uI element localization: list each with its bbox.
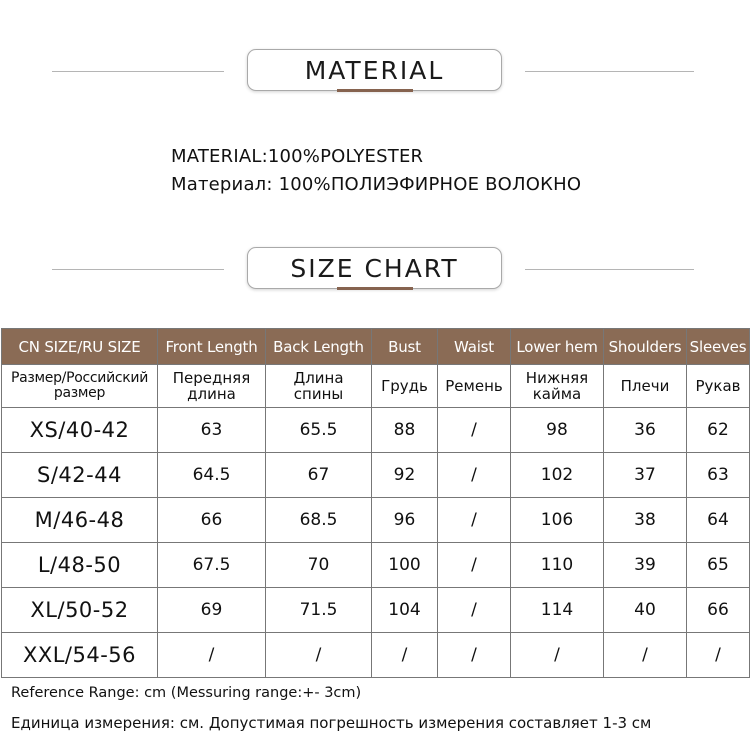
header-ru-line: Длина bbox=[293, 369, 344, 387]
table-cell: / bbox=[438, 498, 511, 543]
table-cell: / bbox=[687, 633, 750, 678]
table-cell: 64.5 bbox=[158, 453, 266, 498]
table-row bbox=[2, 408, 750, 453]
table-cell: 114 bbox=[511, 588, 604, 633]
size-chart-title-accent bbox=[337, 287, 413, 290]
table-cell: / bbox=[438, 588, 511, 633]
table-cell: 65.5 bbox=[266, 408, 372, 453]
table-cell: 66 bbox=[687, 588, 750, 633]
column-header: Sleeves bbox=[687, 329, 750, 365]
column-header: Back Length bbox=[266, 329, 372, 365]
header-ru-line: Плечи bbox=[620, 377, 670, 395]
table-cell: / bbox=[158, 633, 266, 678]
table-cell: 63 bbox=[158, 408, 266, 453]
material-banner bbox=[0, 49, 750, 95]
column-header-ru bbox=[687, 365, 750, 408]
column-header: Front Length bbox=[158, 329, 266, 365]
column-header: CN SIZE/RU SIZE bbox=[2, 329, 158, 365]
table-cell: / bbox=[438, 543, 511, 588]
header-ru-line: Размер/Российский bbox=[10, 370, 149, 386]
size-cell: S/42-44 bbox=[2, 453, 158, 498]
table-cell: 66 bbox=[158, 498, 266, 543]
table-cell: 39 bbox=[604, 543, 687, 588]
column-header-ru bbox=[266, 365, 372, 408]
table-cell: 96 bbox=[372, 498, 438, 543]
table-cell: / bbox=[511, 633, 604, 678]
reference-note-ru: Единица измерения: см. Допустимая погрешность измерения составляет 1-3 см bbox=[11, 714, 652, 732]
table-row bbox=[2, 633, 750, 678]
table-cell: 71.5 bbox=[266, 588, 372, 633]
size-cell: XL/50-52 bbox=[2, 588, 158, 633]
table-cell: / bbox=[438, 633, 511, 678]
table-row bbox=[2, 543, 750, 588]
table-cell: 110 bbox=[511, 543, 604, 588]
header-row-ru bbox=[2, 365, 750, 408]
size-chart-title: SIZE CHART bbox=[290, 254, 459, 283]
table-cell: 106 bbox=[511, 498, 604, 543]
table-row bbox=[2, 498, 750, 543]
divider-right bbox=[525, 269, 694, 270]
table-cell: 68.5 bbox=[266, 498, 372, 543]
header-ru-line: длина bbox=[187, 385, 236, 403]
material-title-accent bbox=[337, 89, 413, 92]
column-header: Waist bbox=[438, 329, 511, 365]
size-cell: L/48-50 bbox=[2, 543, 158, 588]
header-ru-line: Передняя bbox=[172, 369, 251, 387]
header-ru-line: Ремень bbox=[445, 377, 503, 395]
table-cell: 64 bbox=[687, 498, 750, 543]
size-cell: M/46-48 bbox=[2, 498, 158, 543]
divider-left bbox=[52, 269, 224, 270]
table-cell: 38 bbox=[604, 498, 687, 543]
size-chart-banner bbox=[0, 247, 750, 293]
size-cell: XS/40-42 bbox=[2, 408, 158, 453]
material-line-ru: Материал: 100%ПОЛИЭФИРНОЕ ВОЛОКНО bbox=[171, 174, 582, 195]
table-cell: 92 bbox=[372, 453, 438, 498]
table-cell: 98 bbox=[511, 408, 604, 453]
header-row-en bbox=[2, 329, 750, 365]
table-cell: / bbox=[438, 408, 511, 453]
header-ru-line: кайма bbox=[532, 385, 582, 403]
divider-left bbox=[52, 71, 224, 72]
header-ru-line: спины bbox=[293, 385, 344, 403]
column-header: Lower hem bbox=[511, 329, 604, 365]
table-cell: 62 bbox=[687, 408, 750, 453]
table-cell: 37 bbox=[604, 453, 687, 498]
table-row bbox=[2, 453, 750, 498]
column-header: Shoulders bbox=[604, 329, 687, 365]
column-header-ru bbox=[604, 365, 687, 408]
column-header-ru bbox=[511, 365, 604, 408]
table-cell: 36 bbox=[604, 408, 687, 453]
table-cell: 102 bbox=[511, 453, 604, 498]
table-cell: / bbox=[266, 633, 372, 678]
divider-right bbox=[525, 71, 694, 72]
header-ru-line: Рукав bbox=[695, 377, 741, 395]
reference-note-en: Reference Range: cm (Messuring range:+- 3cm) bbox=[11, 685, 362, 701]
table-cell: 40 bbox=[604, 588, 687, 633]
material-title-box bbox=[247, 49, 502, 91]
table-cell: 70 bbox=[266, 543, 372, 588]
column-header-ru bbox=[372, 365, 438, 408]
header-ru-line: Нижняя bbox=[525, 369, 589, 387]
table-cell: 69 bbox=[158, 588, 266, 633]
table-cell: 67 bbox=[266, 453, 372, 498]
material-line-en: MATERIAL:100%POLYESTER bbox=[171, 146, 424, 167]
table-cell: / bbox=[604, 633, 687, 678]
table-cell: 88 bbox=[372, 408, 438, 453]
column-header-ru bbox=[2, 365, 158, 408]
table-cell: 100 bbox=[372, 543, 438, 588]
header-ru-line: размер bbox=[53, 385, 106, 401]
table-cell: 65 bbox=[687, 543, 750, 588]
size-chart-title-box bbox=[247, 247, 502, 289]
header-ru-line: Грудь bbox=[381, 377, 428, 395]
table-cell: / bbox=[372, 633, 438, 678]
size-cell: XXL/54-56 bbox=[2, 633, 158, 678]
column-header-ru bbox=[438, 365, 511, 408]
table-row bbox=[2, 588, 750, 633]
table-cell: 104 bbox=[372, 588, 438, 633]
table-cell: / bbox=[438, 453, 511, 498]
column-header: Bust bbox=[372, 329, 438, 365]
size-chart-table bbox=[1, 328, 750, 678]
column-header-ru bbox=[158, 365, 266, 408]
table-cell: 67.5 bbox=[158, 543, 266, 588]
table-cell: 63 bbox=[687, 453, 750, 498]
material-title: MATERIAL bbox=[304, 56, 445, 85]
